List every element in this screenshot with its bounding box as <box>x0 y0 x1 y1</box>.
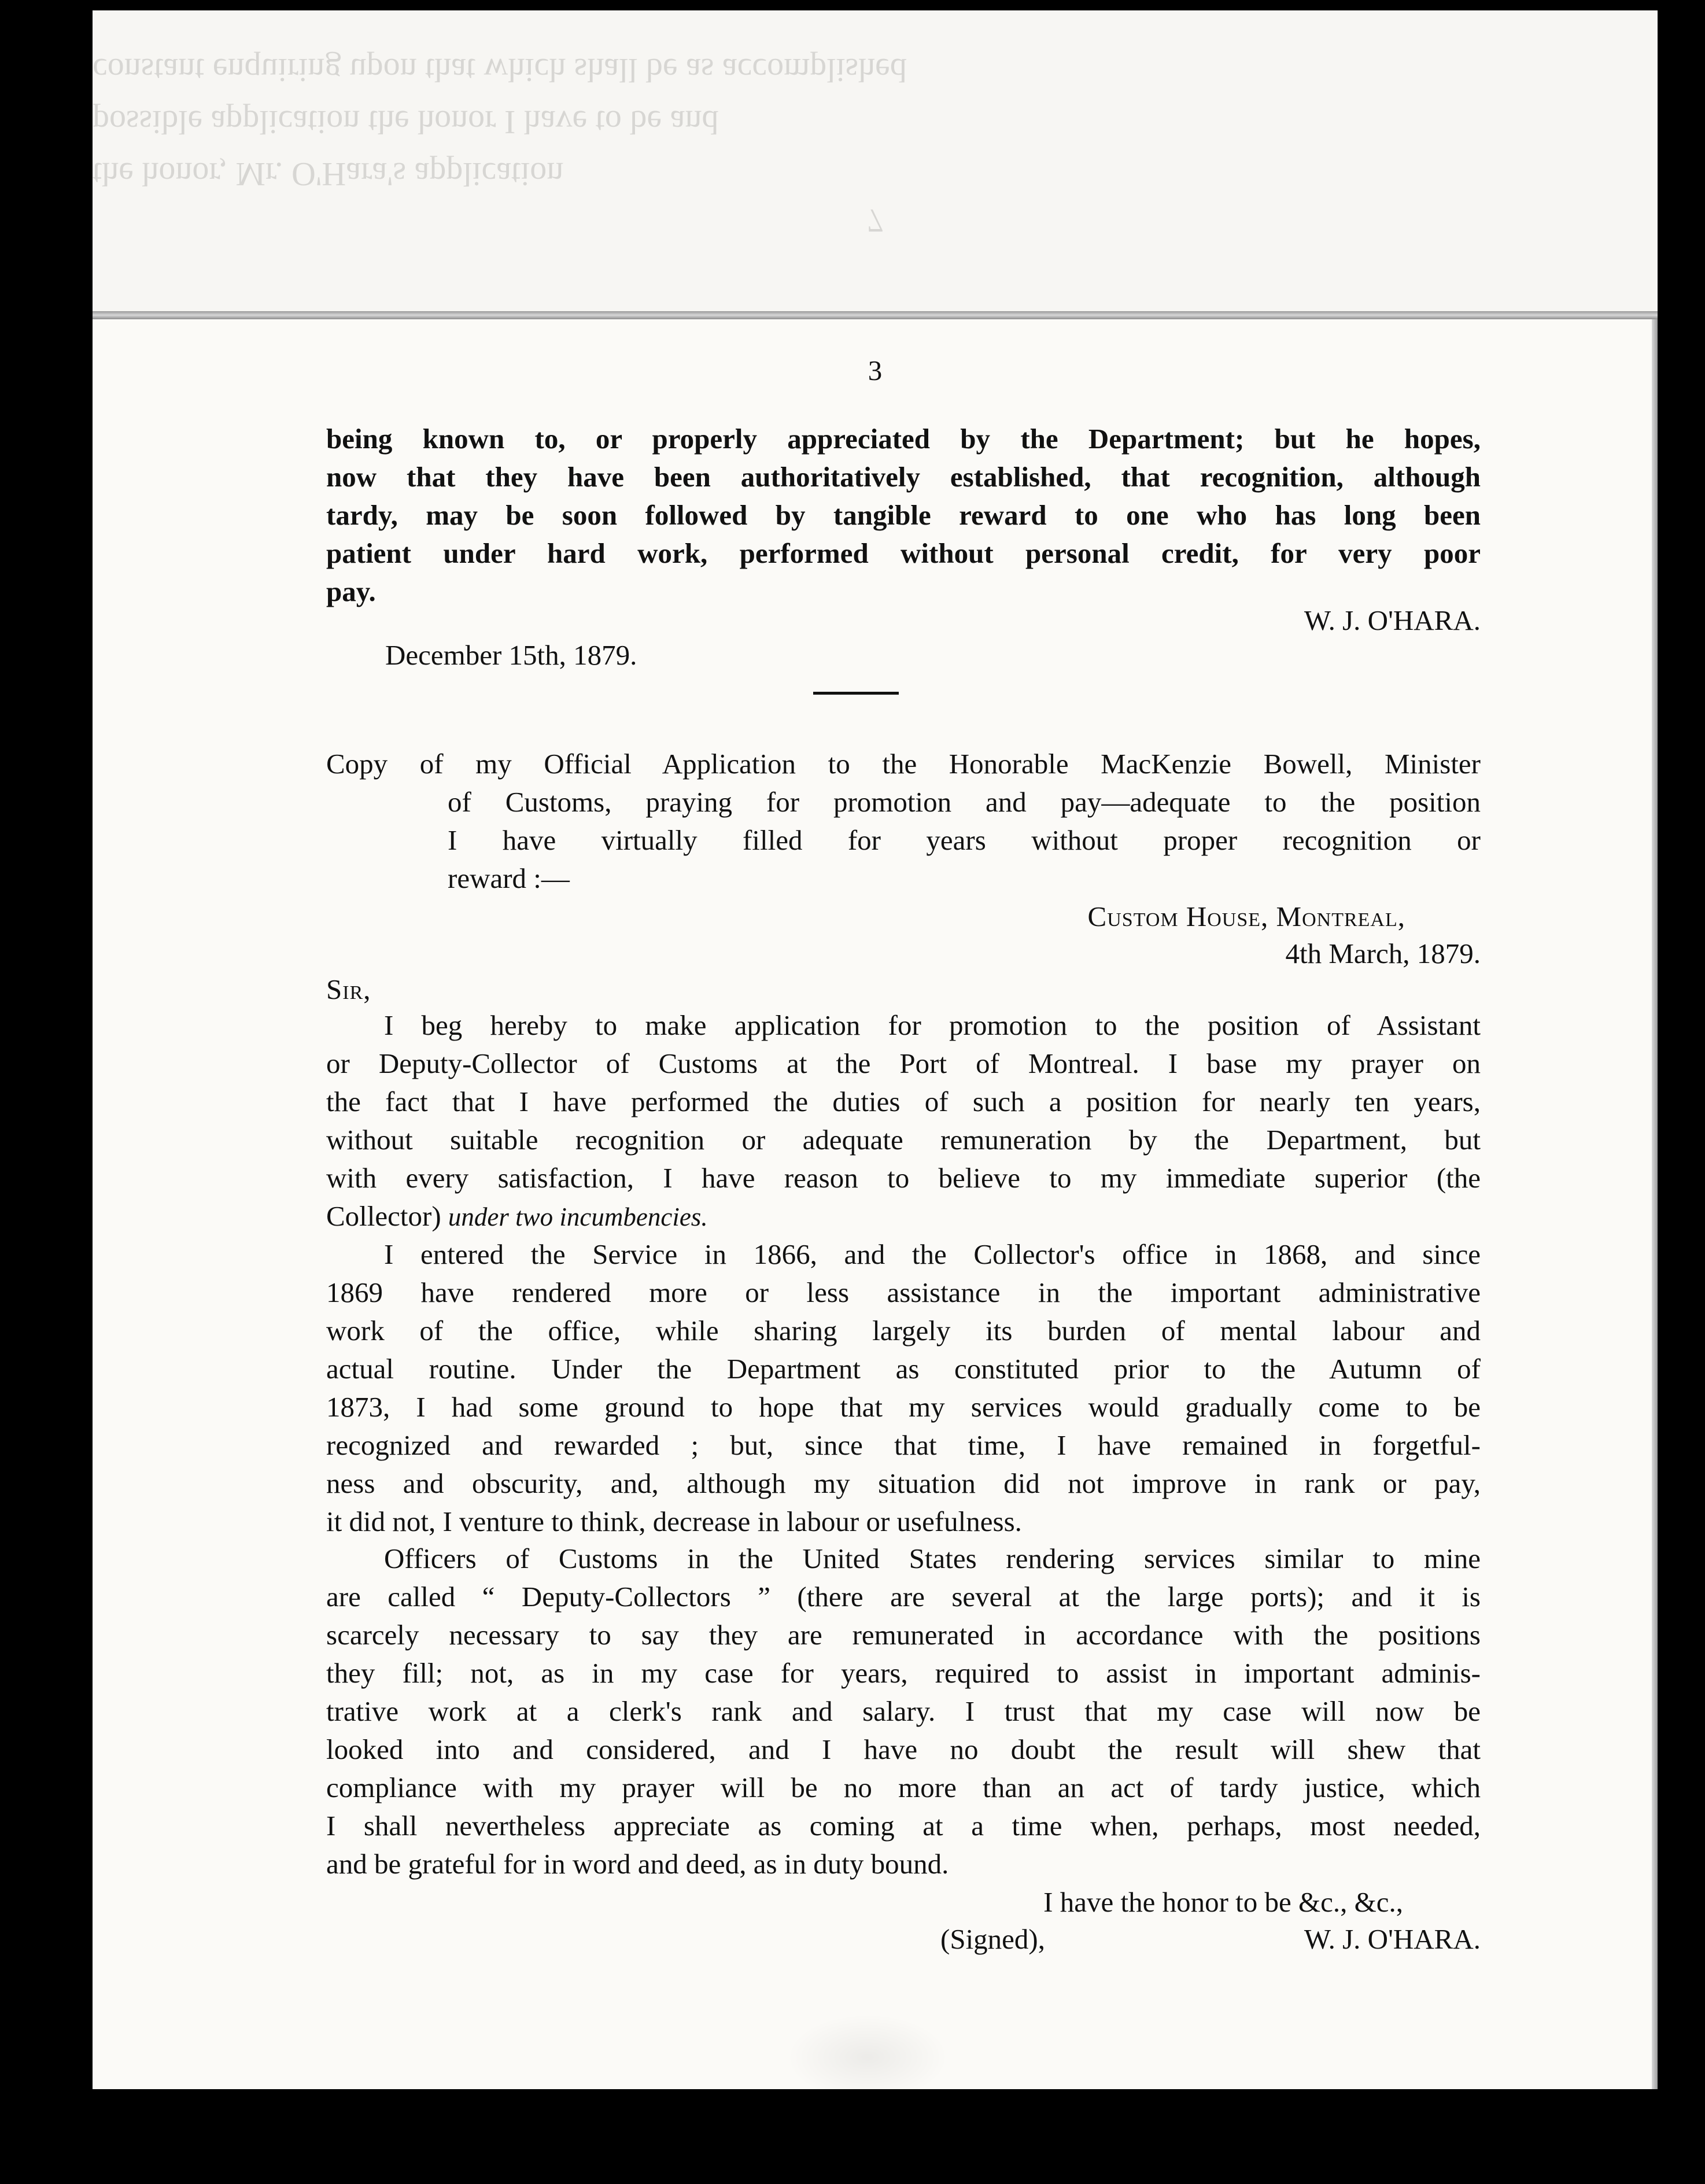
bleed-through-line: the honor, Mr. O'Hara's application <box>93 156 564 193</box>
text-line: patient under hard work, performed without personal credit, for very poor <box>326 537 1481 569</box>
text-line: looked into and considered, and I have no doubt the result will shew that <box>326 1733 1481 1765</box>
text-line <box>326 1197 1481 1235</box>
text-line: now that they have been authoritatively established, that recognition, although <box>326 461 1481 493</box>
text-line: compliance with my prayer will be no more than an act of tardy justice, which <box>326 1772 1481 1803</box>
page-number: 3 <box>868 355 883 386</box>
closing-paragraph <box>326 420 1481 611</box>
address-date: 4th March, 1879. <box>1285 938 1481 969</box>
text-line: Copy of my Official Application to the Honorable MacKenzie Bowell, Minister <box>326 748 1481 780</box>
signature-second: W. J. O'HARA. <box>1304 1923 1481 1955</box>
text-line: the fact that I have performed the duties of such a position for nearly ten years, <box>326 1086 1481 1117</box>
paper-stain <box>787 2014 949 2089</box>
text-line: work of the office, while sharing largely its burden of mental labour and <box>326 1315 1481 1346</box>
text-line: tardy, may be soon followed by tangible reward to one who has long been <box>326 499 1481 531</box>
text-line: actual routine. Under the Department as constituted prior to the Autumn of <box>326 1353 1481 1385</box>
text-line: I have virtually filled for years without proper recognition or <box>448 824 1481 856</box>
bleed-through-line: possible application the honor I have to be and <box>93 104 719 141</box>
text-line: 1869 have rendered more or less assistance in the important administrative <box>326 1277 1481 1308</box>
text-line: they fill; not, as in my case for years, required to assist in important adminis- <box>326 1657 1481 1689</box>
text-line: and be grateful for in word and deed, as in duty bound. <box>326 1848 949 1880</box>
text-line: trative work at a clerk's rank and salary. I trust that my case will now be <box>326 1695 1481 1727</box>
text-line: 1873, I had some ground to hope that my services would gradually come to be <box>326 1391 1481 1423</box>
text-line: are called “ Deputy-Collectors ” (there are several at the large ports); and it is <box>326 1581 1481 1613</box>
page-fold-divider <box>93 311 1658 319</box>
text-line: scarcely necessary to say they are remunerated in accordance with the positions <box>326 1619 1481 1651</box>
italic-emphasis: under two incumbencies. <box>448 1202 708 1231</box>
application-heading <box>326 745 1481 898</box>
letter-paragraph-2 <box>326 1235 1481 1541</box>
signed-label: (Signed), <box>940 1923 1045 1955</box>
closing-formula: I have the honor to be &c., &c., <box>1043 1886 1403 1918</box>
signature-first: W. J. O'HARA. <box>1304 604 1481 636</box>
text-line: of Customs, praying for promotion and pay—adequate to the position <box>448 786 1481 818</box>
text-line: I entered the Service in 1866, and the Collector's office in 1868, and since <box>384 1238 1481 1270</box>
text-line: Officers of Customs in the United States rendering services similar to mine <box>384 1543 1481 1574</box>
address-place: Custom House, Montreal, <box>1087 901 1405 932</box>
text-line: reward :— <box>448 862 570 894</box>
text-line: I shall nevertheless appreciate as coming at a time when, perhaps, most needed, <box>326 1810 1481 1842</box>
text-fragment: Collector) <box>326 1200 441 1232</box>
section-divider <box>813 692 899 695</box>
date-first: December 15th, 1879. <box>385 639 637 671</box>
text-line: with every satisfaction, I have reason to believe to my immediate superior (the <box>326 1162 1481 1194</box>
text-line: or Deputy-Collector of Customs at the Port of Montreal. I base my prayer on <box>326 1047 1481 1079</box>
salutation: Sir, <box>326 973 371 1005</box>
previous-page-strip <box>93 10 1658 312</box>
text-line: ness and obscurity, and, although my situation did not improve in rank or pay, <box>326 1467 1481 1499</box>
bleed-through-line: constant enquiring upon that which shall be as accomplished <box>93 51 907 89</box>
text-line: pay. <box>326 575 376 607</box>
text-line: recognized and rewarded ; but, since that time, I have remained in forgetful- <box>326 1429 1481 1461</box>
letter-paragraph-1 <box>326 1006 1481 1235</box>
bleed-through-line: 7 <box>866 202 884 239</box>
page-edge-shadow <box>1652 319 1658 2089</box>
document-page <box>93 319 1658 2089</box>
text-line: without suitable recognition or adequate remuneration by the Department, but <box>326 1124 1481 1156</box>
text-line: I beg hereby to make application for promotion to the position of Assistant <box>384 1009 1481 1041</box>
text-line: it did not, I venture to think, decrease in labour or usefulness. <box>326 1506 1022 1537</box>
letter-paragraph-3 <box>326 1540 1481 1883</box>
text-line: being known to, or properly appreciated by the Department; but he hopes, <box>326 423 1481 455</box>
